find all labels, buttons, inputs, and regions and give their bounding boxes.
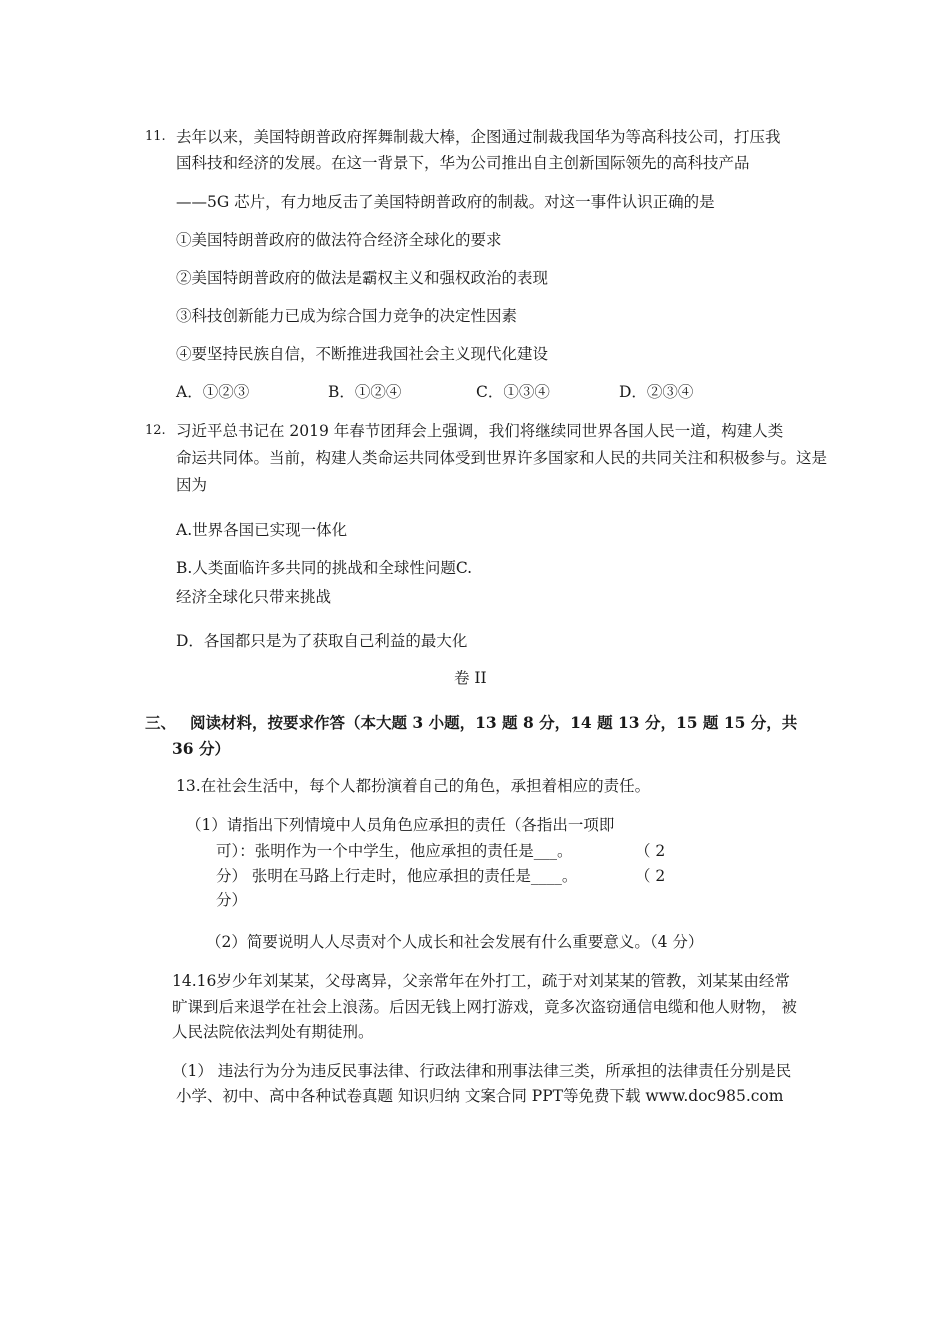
q12-line-3: 因为 bbox=[176, 476, 208, 494]
volume-title: 卷 II bbox=[454, 669, 487, 687]
q13-part1-points-1: （ 2 bbox=[635, 842, 666, 860]
q12-line-2: 命运共同体。当前，构建人类命运共同体受到世界许多国家和人民的共同关注和积极参与。这是 bbox=[176, 449, 828, 467]
q11-option-d: D．②③④ bbox=[619, 383, 694, 401]
q11-option-b: B．①②④ bbox=[328, 383, 402, 401]
q12-option-c: 经济全球化只带来挑战 bbox=[176, 588, 332, 606]
q11-statement-4: ④要坚持民族自信，不断推进我国社会主义现代化建设 bbox=[176, 345, 549, 363]
q11-line-2: 国科技和经济的发展。在这一背景下，华为公司推出自主创新国际领先的高科技产品 bbox=[176, 154, 750, 172]
q14-line-1: 14.16岁少年刘某某，父母离异，父亲常年在外打工，疏于对刘某某的管教，刘某某由经常 bbox=[172, 972, 790, 990]
q13-part1-line-2: 可）：张明作为一个中学生，他应承担的责任是___。 bbox=[216, 842, 573, 860]
section-3-heading-line-2: 36 分） bbox=[172, 739, 230, 758]
q12-option-b: B.人类面临许多共同的挑战和全球性问题C. bbox=[176, 559, 473, 577]
q11-option-c: C．①③④ bbox=[476, 383, 550, 401]
section-3-label: 三、 bbox=[145, 713, 177, 732]
q13-stem: 13.在社会生活中，每个人都扮演着自己的角色，承担着相应的责任。 bbox=[176, 777, 651, 795]
q11-line-1: 去年以来，美国特朗普政府挥舞制裁大棒，企图通过制裁我国华为等高科技公司，打压我 bbox=[176, 128, 781, 146]
q11-option-a: A．①②③ bbox=[176, 383, 250, 401]
q12-line-1: 习近平总书记在 2019 年春节团拜会上强调，我们将继续同世界各国人民一道，构建人类 bbox=[176, 422, 784, 440]
q12-option-a: A.世界各国已实现一体化 bbox=[176, 521, 348, 539]
q14-part1: （1） 违法行为分为违反民事法律、行政法律和刑事法律三类，所承担的法律责任分别是民 bbox=[172, 1062, 792, 1080]
q12-number: 12. bbox=[145, 423, 166, 438]
q14-line-2: 旷课到后来退学在社会上浪荡。后因无钱上网打游戏，竟多次盗窃通信电缆和他人财物， 被 bbox=[172, 998, 797, 1016]
q11-line-3: ——5G 芯片，有力地反击了美国特朗普政府的制裁。对这一事件认识正确的是 bbox=[176, 193, 715, 211]
page-footer: 小学、初中、高中各种试卷真题 知识归纳 文案合同 PPT等免费下载 www.doc985.com bbox=[176, 1087, 784, 1105]
q14-line-3: 人民法院依法判处有期徒刑。 bbox=[172, 1023, 374, 1041]
q11-statement-1: ①美国特朗普政府的做法符合经济全球化的要求 bbox=[176, 231, 502, 249]
q13-part1-line-1: （1）请指出下列情境中人员角色应承担的责任（各指出一项即 bbox=[186, 816, 615, 834]
q12-option-d: D．各国都只是为了获取自己利益的最大化 bbox=[176, 632, 468, 650]
q11-number: 11. bbox=[145, 129, 166, 144]
q13-part2: （2）简要说明人人尽责对个人成长和社会发展有什么重要意义。（4 分） bbox=[206, 933, 704, 951]
q11-statement-2: ②美国特朗普政府的做法是霸权主义和强权政治的表现 bbox=[176, 269, 549, 287]
section-3-heading-line-1: 阅读材料，按要求作答（本大题 3 小题，13 题 8 分，14 题 13 分，15 题 15 分，共 bbox=[190, 713, 798, 732]
q13-part1-line-4: 分） bbox=[216, 891, 248, 909]
q11-statement-3: ③科技创新能力已成为综合国力竞争的决定性因素 bbox=[176, 307, 518, 325]
q13-part1-points-2: （ 2 bbox=[635, 867, 666, 885]
q13-part1-line-3: 分） 张明在马路上行走时，他应承担的责任是____。 bbox=[216, 867, 578, 885]
